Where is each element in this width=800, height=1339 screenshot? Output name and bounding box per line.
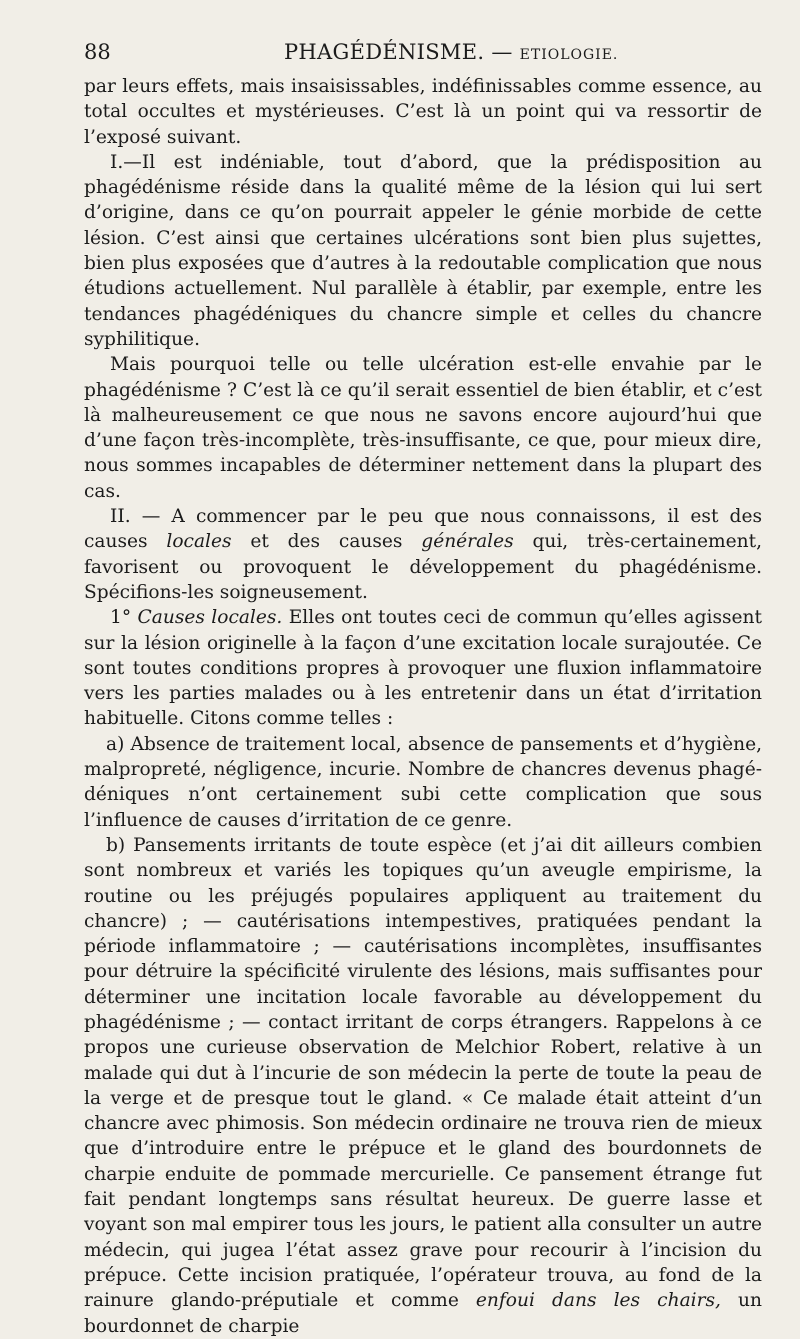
text-segment: qui, très-certainement, favorisent ou provoquent le développement du phagédénisme. Spécifions-les soigneusement. xyxy=(84,531,762,603)
text-segment: par leurs effets, mais insaisissables, indéfinissables comme essence, au total occultes et mystérieuses. C’est là un point qui va ressortir de l’exposé suivant. xyxy=(84,76,762,148)
running-head-title: PHAGÉDÉNISME. xyxy=(284,40,485,64)
emphasis-generales: générales xyxy=(421,531,514,553)
running-head-section: ETIOLOGIE. xyxy=(519,47,619,63)
emphasis-locales: locales xyxy=(166,531,232,553)
paragraph-section-two xyxy=(84,504,762,605)
text-segment: un bourdonnet de charpie xyxy=(84,1290,762,1337)
running-head-dash: — xyxy=(491,40,513,64)
emphasis-enfoui: enfoui dans les chairs, xyxy=(475,1290,721,1312)
text-segment: et des causes xyxy=(231,531,422,553)
list-item-b xyxy=(84,833,762,1339)
text-segment: I.—Il est indéniable, tout d’abord, que la prédisposition au phagédénisme réside dans la qualité même de la lésion qui lui sert d’origine, dans ce qu’on pourrait appeler le génie morbide de cette lésion. C’est ainsi que certaines ulcérations sont bien plus sujettes, bien plus exposées que d’autres à la redoutable complication que nous étudions actuellement. Nul parallèle à établir, par exemple, entre les tendances phagédéniques du chancre simple et celles du chancre syphilitique. xyxy=(84,151,762,350)
subheading-causes-locales: Causes locales. xyxy=(137,607,283,629)
running-head xyxy=(284,40,618,64)
paragraph-causes-locales xyxy=(84,605,762,731)
text-segment: 1° xyxy=(110,607,138,629)
text-segment: Elles ont toutes ceci de commun qu’elles agissent sur la lésion originelle à la façon d’une excitation locale surajoutée. Ce sont toutes conditions propres à provoquer une fluxion inflammatoire vers les parties malades ou à les entretenir dans un état d’irritation habituelle. Citons comme telles : xyxy=(84,607,762,730)
paragraph-question xyxy=(84,352,762,504)
text-segment: a) Absence de traitement local, absence de pansements et d’hygiène, malpropreté, négligence, incurie. Nombre de chancres devenus phagédéniques n’ont certainement subi cette complication que sous l’influence de causes d’irritation de ce genre. xyxy=(84,733,762,831)
page-number: 88 xyxy=(84,40,111,64)
text-segment: b) Pansements irritants de toute espèce (et j’ai dit ailleurs combien sont nombreux et variés les topiques qu’un aveugle empirisme, la routine ou les préjugés populaires appliquent au traitement du chancre) ; — cautérisations intempestives, pratiquées pendant la période inflammatoire ; — cautérisations incomplètes, insuffisantes pour détruire la spécificité virulente des lésions, mais suffisantes pour déterminer une incitation locale favorable au développement du phagédénisme ; — contact irritant de corps étrangers. Rappelons à ce propos une curieuse observation de Melchior Robert, relative à un malade qui dut à l’incurie de son médecin la perte de toute la peau de la verge et de presque tout le gland. « Ce malade était atteint d’un chancre avec phimosis. Son médecin ordinaire ne trouva rien de mieux que d’introduire entre le prépuce et le gland des bourdonnets de charpie enduite de pommade mercurielle. Ce pansement étrange fut fait pendant longtemps sans résultat heureux. De guerre lasse et voyant son mal empirer tous les jours, le patient alla consulter un autre médecin, qui jugea l’état assez grave pour recourir à l’incision du prépuce. Cette incision pratiquée, l’opérateur trouva, au fond de la rainure glando-préputiale et comme xyxy=(84,834,762,1312)
list-item-a xyxy=(84,732,762,833)
body-text xyxy=(84,74,762,1339)
text-segment: Mais pourquoi telle ou telle ulcération est-elle envahie par le phagédénisme ? C’est là ce qu’il serait essentiel de bien établir, et c’est là malheureusement ce que nous ne savons encore aujourd’hui que d’une façon très-incomplète, très-insuffisante, ce que, pour mieux dire, nous sommes incapables de déterminer nettement dans la plupart des cas. xyxy=(84,354,762,502)
page-header xyxy=(84,40,762,74)
paragraph-continuation xyxy=(84,74,762,150)
paragraph-section-one xyxy=(84,150,762,352)
text-segment: II. — A commencer par le peu que nous connaissons, il est des causes xyxy=(84,506,762,553)
